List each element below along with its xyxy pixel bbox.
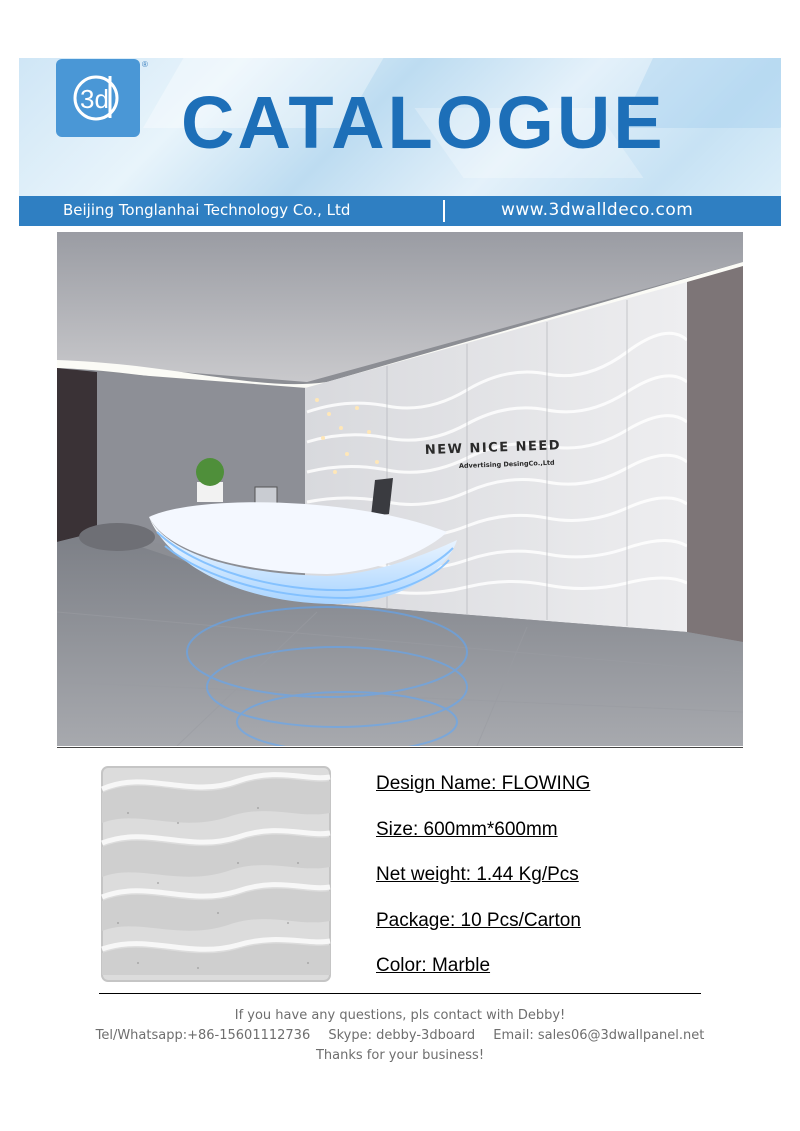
company-info-strip <box>19 196 781 226</box>
company-logo <box>56 59 140 137</box>
color-spec: Color: Marble <box>376 955 491 976</box>
photo-sign-main: NEW NICE NEED <box>424 438 562 458</box>
3d-logo-icon <box>70 70 126 126</box>
net-weight-spec: Net weight: 1.44 Kg/Pcs <box>376 864 579 885</box>
strip-divider <box>443 200 445 222</box>
website-link[interactable]: www.3dwalldeco.com <box>501 200 694 220</box>
product-specs <box>376 771 590 999</box>
showroom-photo <box>57 232 743 746</box>
size-spec: Size: 600mm*600mm <box>376 818 558 840</box>
design-name: Design Name: FLOWING <box>376 773 591 794</box>
footer-divider <box>99 993 701 994</box>
email-address[interactable]: Email: sales06@3dwallpanel.net <box>493 1028 705 1043</box>
reception-scene-illustration <box>57 232 743 746</box>
catalogue-banner <box>19 58 781 196</box>
company-name: Beijing Tonglanhai Technology Co., Ltd <box>63 201 351 219</box>
flowing-panel-sample <box>98 763 334 985</box>
thanks-message: Thanks for your business! <box>315 1048 485 1063</box>
package-spec: Package: 10 Pcs/Carton <box>376 909 581 931</box>
photo-divider <box>57 747 743 748</box>
wave-panel-icon <box>98 763 334 985</box>
tel-whatsapp: Tel/Whatsapp:+86-15601112736 <box>95 1028 311 1043</box>
catalogue-title: CATALOGUE <box>181 81 666 164</box>
skype-id: Skype: debby-3dboard <box>328 1028 476 1043</box>
contact-footer <box>0 1006 800 1066</box>
svg-text:3d: 3d <box>80 84 109 114</box>
photo-sign-sub: Advertising DesingCo.,Ltd <box>458 458 555 470</box>
registered-mark: ® <box>142 60 148 69</box>
contact-prompt: If you have any questions, pls contact with Debby! <box>234 1008 566 1023</box>
contact-details <box>0 1026 800 1046</box>
